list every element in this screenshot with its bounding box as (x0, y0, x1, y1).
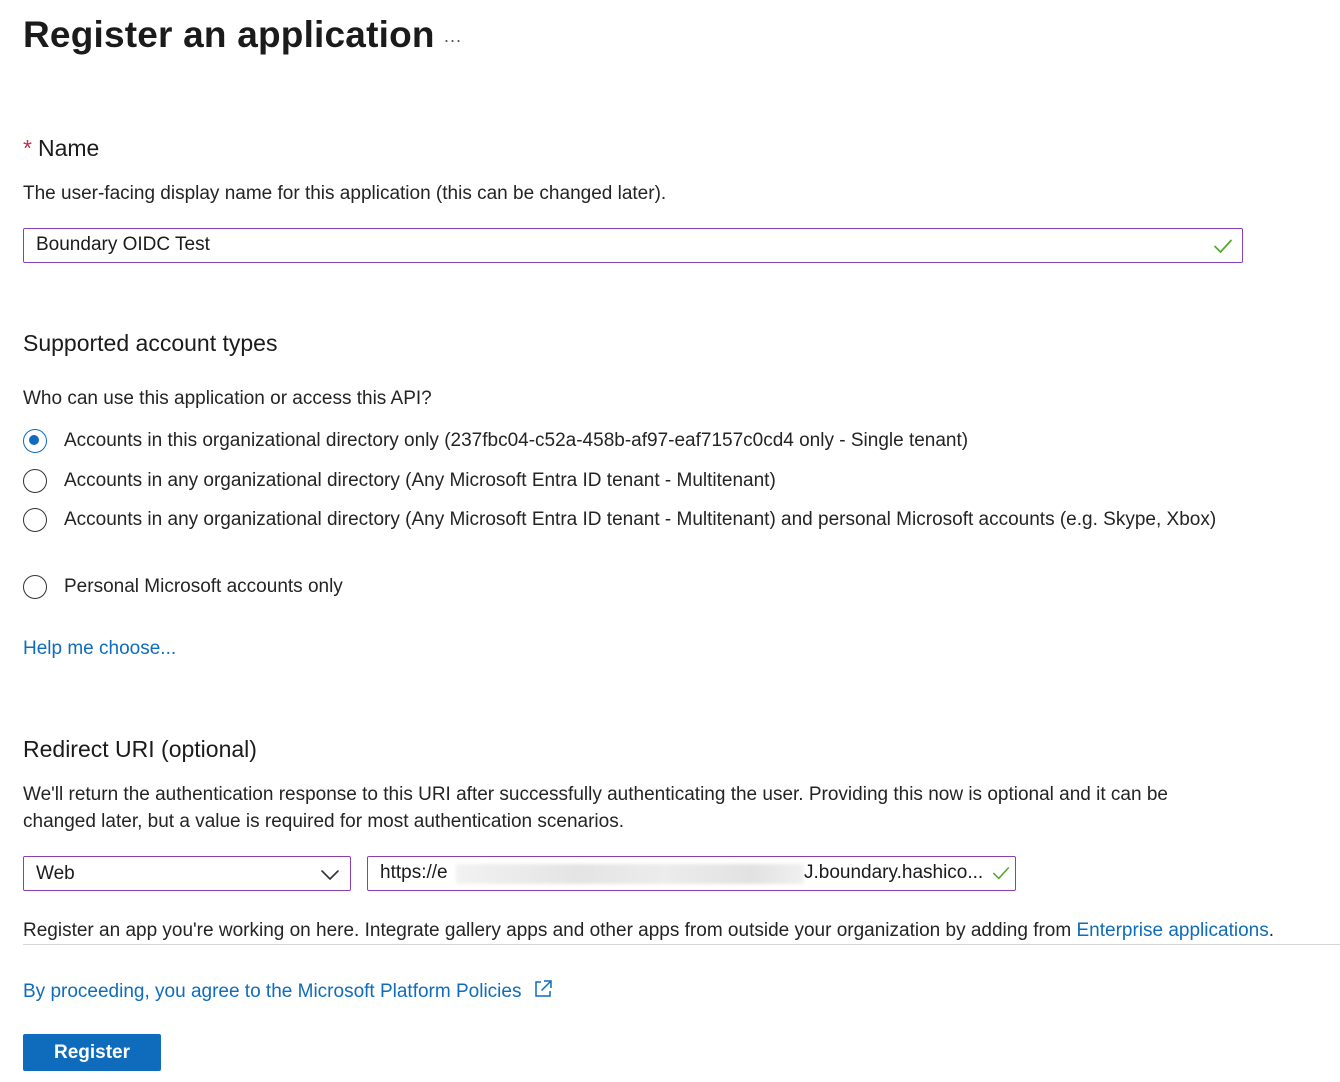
name-label (23, 135, 99, 162)
platform-select[interactable] (23, 856, 351, 891)
account-type-option-single-tenant[interactable] (23, 429, 968, 454)
divider (23, 944, 1340, 945)
chevron-down-icon (320, 865, 340, 885)
platform-select-value: Web (36, 863, 75, 884)
account-type-option-personal-only[interactable] (23, 575, 343, 600)
redirect-uri-prefix: https://e (380, 862, 448, 883)
name-label-text: Name (37, 135, 100, 161)
radio-button[interactable] (23, 429, 47, 453)
enterprise-applications-link[interactable]: Enterprise applications (1076, 920, 1269, 941)
external-link-icon[interactable] (532, 978, 554, 1000)
checkmark-icon (991, 863, 1011, 883)
radio-button[interactable] (23, 469, 47, 493)
redirect-uri-description: We'll return the authentication response to this URI after successfully authenticating the user. Providing this now is optional and it can be changed later, but a value is required for most authentication scenarios. (23, 784, 1168, 832)
name-input[interactable] (36, 233, 1196, 257)
register-note-end: . (1268, 920, 1274, 941)
register-note (23, 917, 1274, 944)
checkmark-icon (1212, 235, 1234, 257)
redirect-uri-heading: Redirect URI (optional) (23, 736, 257, 762)
radio-button[interactable] (23, 575, 47, 599)
required-indicator: * (23, 135, 32, 161)
radio-label: Accounts in any organizational directory (Any Microsoft Entra ID tenant - Multitenant) and personal Microsoft accounts (e.g. Skype, Xbox) (64, 509, 1217, 530)
radio-button[interactable] (23, 508, 47, 532)
account-type-option-multitenant-personal[interactable] (23, 508, 1223, 533)
page-title: Register an application (23, 14, 435, 55)
help-me-choose-link[interactable]: Help me choose... (23, 638, 177, 659)
register-button[interactable]: Register (23, 1034, 161, 1071)
account-types-question: Who can use this application or access this API? (23, 388, 432, 409)
platform-policies-row (23, 978, 554, 1003)
platform-policies-link[interactable]: By proceeding, you agree to the Microsoft Platform Policies (23, 981, 522, 1002)
more-options-button[interactable] (444, 26, 462, 47)
register-note-text: Register an app you're working on here. Integrate gallery apps and other apps from outside your organization by adding from (23, 920, 1072, 941)
account-type-option-multitenant[interactable] (23, 469, 776, 494)
radio-label: Accounts in any organizational directory (Any Microsoft Entra ID tenant - Multitenant) (64, 470, 776, 491)
redirect-uri-input[interactable] (367, 856, 1016, 891)
ellipsis-icon: ... (444, 26, 463, 46)
name-description: The user-facing display name for this application (this can be changed later). (23, 183, 667, 204)
redirect-uri-suffix: J.boundary.hashico... (804, 862, 984, 883)
name-input-container (23, 228, 1243, 263)
radio-label: Personal Microsoft accounts only (64, 576, 343, 597)
redacted-region (456, 864, 804, 884)
account-types-heading: Supported account types (23, 330, 278, 356)
radio-label: Accounts in this organizational directory only (237fbc04-c52a-458b-af97-eaf7157c0cd4 only - Single tenant) (64, 430, 969, 451)
